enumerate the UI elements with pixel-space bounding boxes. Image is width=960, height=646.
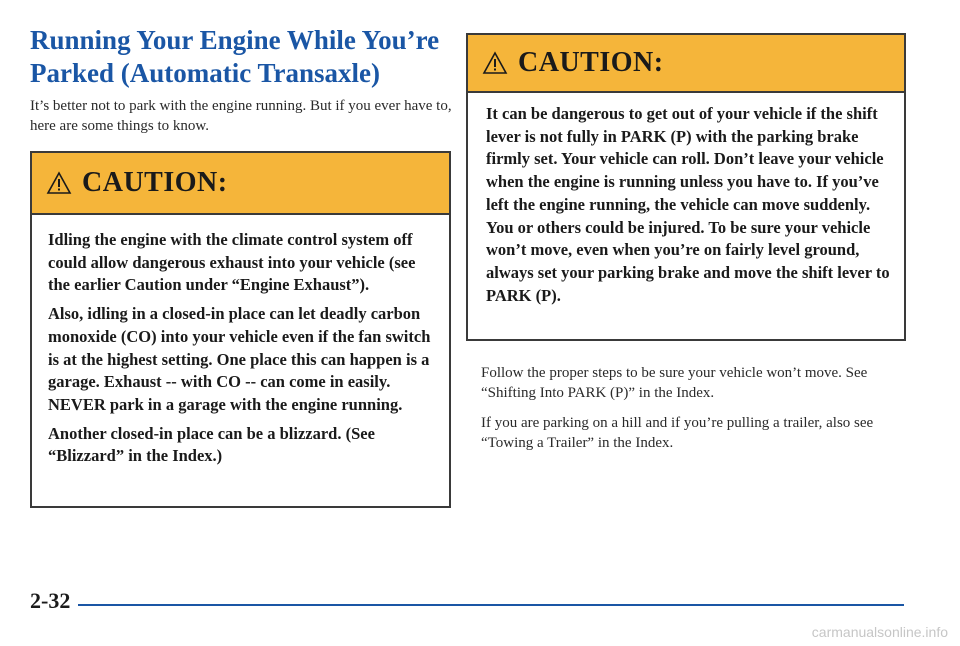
caution-box-left: [30, 151, 451, 508]
warning-triangle-icon: [46, 171, 72, 195]
caution-box-right: [466, 33, 906, 341]
watermark: carmanualsonline.info: [811, 624, 948, 640]
caution-header-left: [32, 153, 449, 215]
footer-rule: [78, 604, 904, 606]
caution-label: CAUTION:: [518, 47, 664, 78]
caution-body-left: [32, 215, 449, 482]
intro-paragraph: It’s better not to park with the engine running. But if you ever have to, here are some things to know.: [30, 98, 452, 134]
caution-paragraph: Idling the engine with the climate control system off could allow dangerous exhaust into your vehicle (see the earlier Caution under “Engine Exhaust”).: [48, 230, 416, 295]
caution-paragraph: It can be dangerous to get out of your vehicle if the shift lever is not fully in PARK (P) with the parking brake firmly set. Your vehicle can roll. Don’t leave your vehicle when the engine is running unless you have to. If you’ve left the engine running, the vehicle can move suddenly. You or others could be injured. To be sure your vehicle won’t move, even when you’re on fairly level ground, always set your parking brake and move the shift lever to PARK (P).: [486, 104, 890, 305]
page-number: 2-32: [30, 588, 71, 613]
caution-label: CAUTION:: [82, 167, 228, 198]
caution-paragraph: Another closed-in place can be a blizzard. (See “Blizzard” in the Index.): [48, 423, 375, 466]
caution-paragraph: Also, idling in a closed-in place can let deadly carbon monoxide (CO) into your vehicle even if the fan switch is at the highest setting. One place this can happen is a garage. Exhaust -- with CO -- can come in easily. NEVER park in a garage with the engine running.: [48, 304, 431, 414]
caution-body-right: [468, 93, 904, 321]
warning-triangle-icon: [482, 51, 508, 75]
caution-header-right: [468, 35, 904, 93]
body-text: [481, 363, 911, 463]
body-paragraph: If you are parking on a hill and if you’re pulling a trailer, also see “Towing a Trailer” in the Index.: [481, 415, 874, 451]
page-title: Running Your Engine While You’re Parked (Automatic Transaxle): [30, 25, 440, 88]
body-paragraph: Follow the proper steps to be sure your vehicle won’t move. See “Shifting Into PARK (P)” in the Index.: [481, 365, 868, 401]
